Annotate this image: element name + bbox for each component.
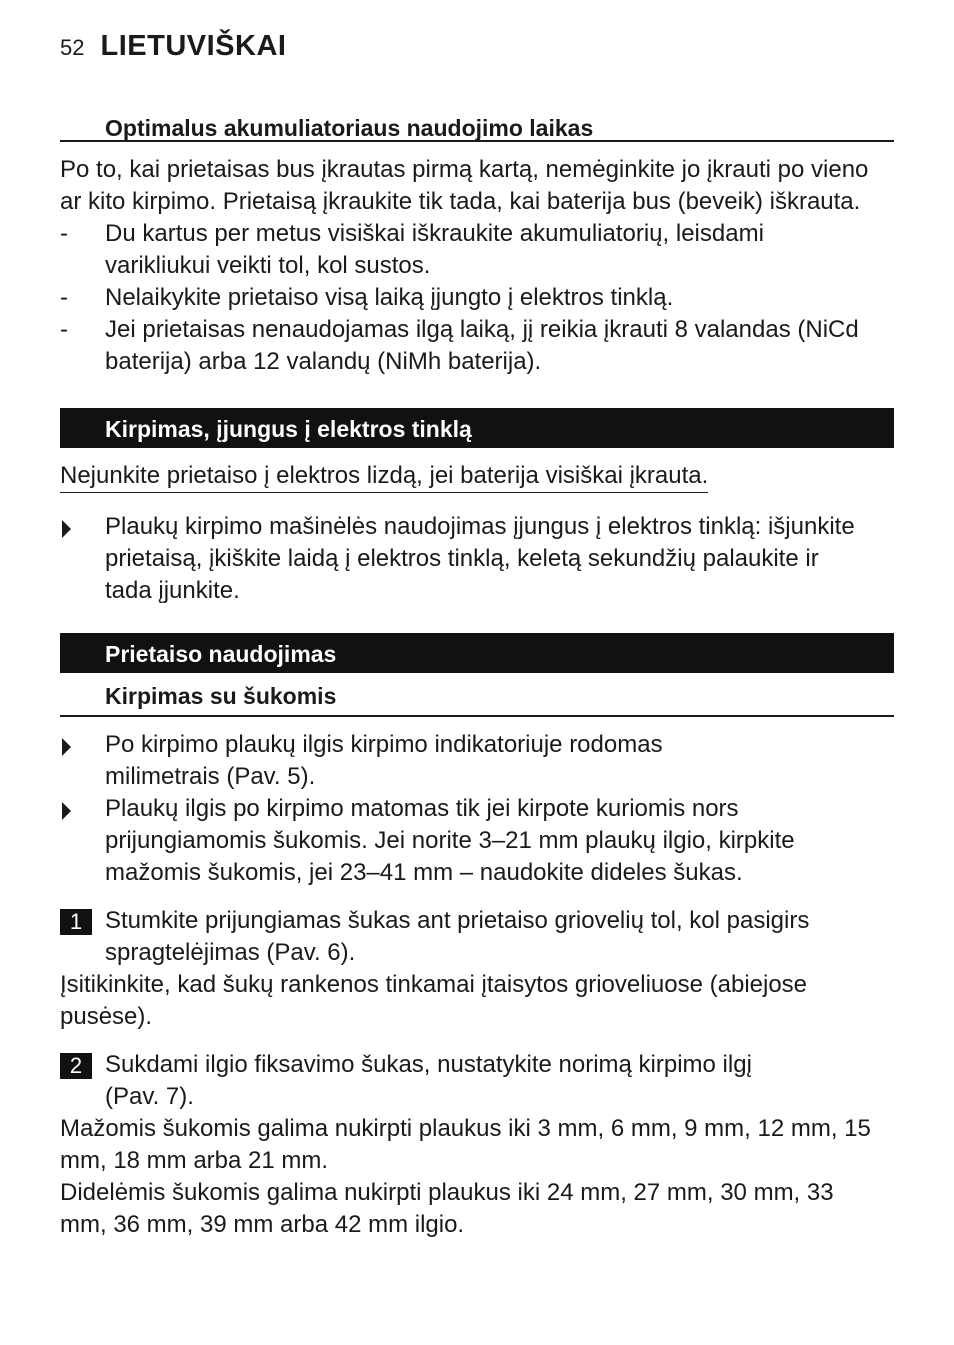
bullet-arrow-icon	[62, 738, 71, 756]
list-item: Plaukų ilgis po kirpimo matomas tik jei kirpote kuriomis nors prijungiamomis šukomis. Jei norite 3–21 mm plaukų ilgio, kirpkite mažomis šukomis, jei 23–41 mm – naudokite dideles šukas.	[60, 793, 894, 889]
step-1: 1 Stumkite prijungiamas šukas ant prietaiso griovelių tol, kol pasigirs spragtelėjimas (Pav. 6).	[60, 905, 894, 969]
section-heading-usage: Prietaiso naudojimas	[60, 633, 894, 673]
list-item: Po kirpimo plaukų ilgis kirpimo indikatoriuje rodomas milimetrais (Pav. 5).	[60, 729, 894, 793]
language-title: LIETUVIŠKAI	[100, 30, 287, 62]
battery-list	[60, 218, 894, 378]
dash-marker: -	[60, 316, 68, 343]
page	[60, 30, 894, 1241]
warning-block	[60, 460, 894, 493]
bullet-arrow-icon	[62, 802, 71, 820]
page-number: 52	[60, 35, 85, 60]
step-2: 2 Sukdami ilgio fiksavimo šukas, nustatykite norimą kirpimo ilgį (Pav. 7).	[60, 1049, 894, 1113]
list-item: - Nelaikykite prietaiso visą laiką įjungto į elektros tinklą.	[60, 282, 894, 314]
list-item: - Du kartus per metus visiškai iškraukite akumuliatorių, leisdami varikliukui veikti tol, kol sustos.	[60, 218, 894, 282]
page-header	[60, 30, 894, 78]
bullet-arrow-icon	[62, 520, 71, 538]
warning-text: Nejunkite prietaiso į elektros lizdą, jei baterija visiškai įkrauta.	[60, 460, 708, 493]
section-heading-battery: Optimalus akumuliatoriaus naudojimo laikas	[60, 106, 894, 142]
step-number: 2	[60, 1053, 92, 1079]
step-2-note-small: Mažomis šukomis galima nukirpti plaukus iki 3 mm, 6 mm, 9 mm, 12 mm, 15 mm, 18 mm arba 21 mm.	[60, 1115, 871, 1174]
dash-marker: -	[60, 220, 68, 247]
step-2-note-large: Didelėmis šukomis galima nukirpti plaukus iki 24 mm, 27 mm, 30 mm, 33 mm, 36 mm, 39 mm arba 42 mm ilgio.	[60, 1179, 834, 1238]
list-item: - Jei prietaisas nenaudojamas ilgą laiką, jį reikia įkrauti 8 valandas (NiCd baterija) arba 12 valandų (NiMh baterija).	[60, 314, 894, 378]
subheading-comb: Kirpimas su šukomis	[60, 667, 894, 717]
comb-list	[60, 729, 894, 889]
list-item: Plaukų kirpimo mašinėlės naudojimas įjungus į elektros tinklą: išjunkite prietaisą, įkiškite laidą į elektros tinklą, keletą sekundžių palaukite ir tada įjunkite.	[60, 511, 894, 607]
dash-marker: -	[60, 284, 68, 311]
battery-intro: Po to, kai prietaisas bus įkrautas pirmą kartą, nemėginkite jo įkrauti po vieno ar kito kirpimo. Prietaisą įkraukite tik tada, kai baterija bus (beveik) iškrauta.	[60, 156, 869, 215]
step-number: 1	[60, 909, 92, 935]
section-heading-mains: Kirpimas, įjungus į elektros tinklą	[60, 408, 894, 448]
step-1-note: Įsitikinkite, kad šukų rankenos tinkamai įtaisytos grioveliuose (abiejose pusėse).	[60, 971, 808, 1030]
